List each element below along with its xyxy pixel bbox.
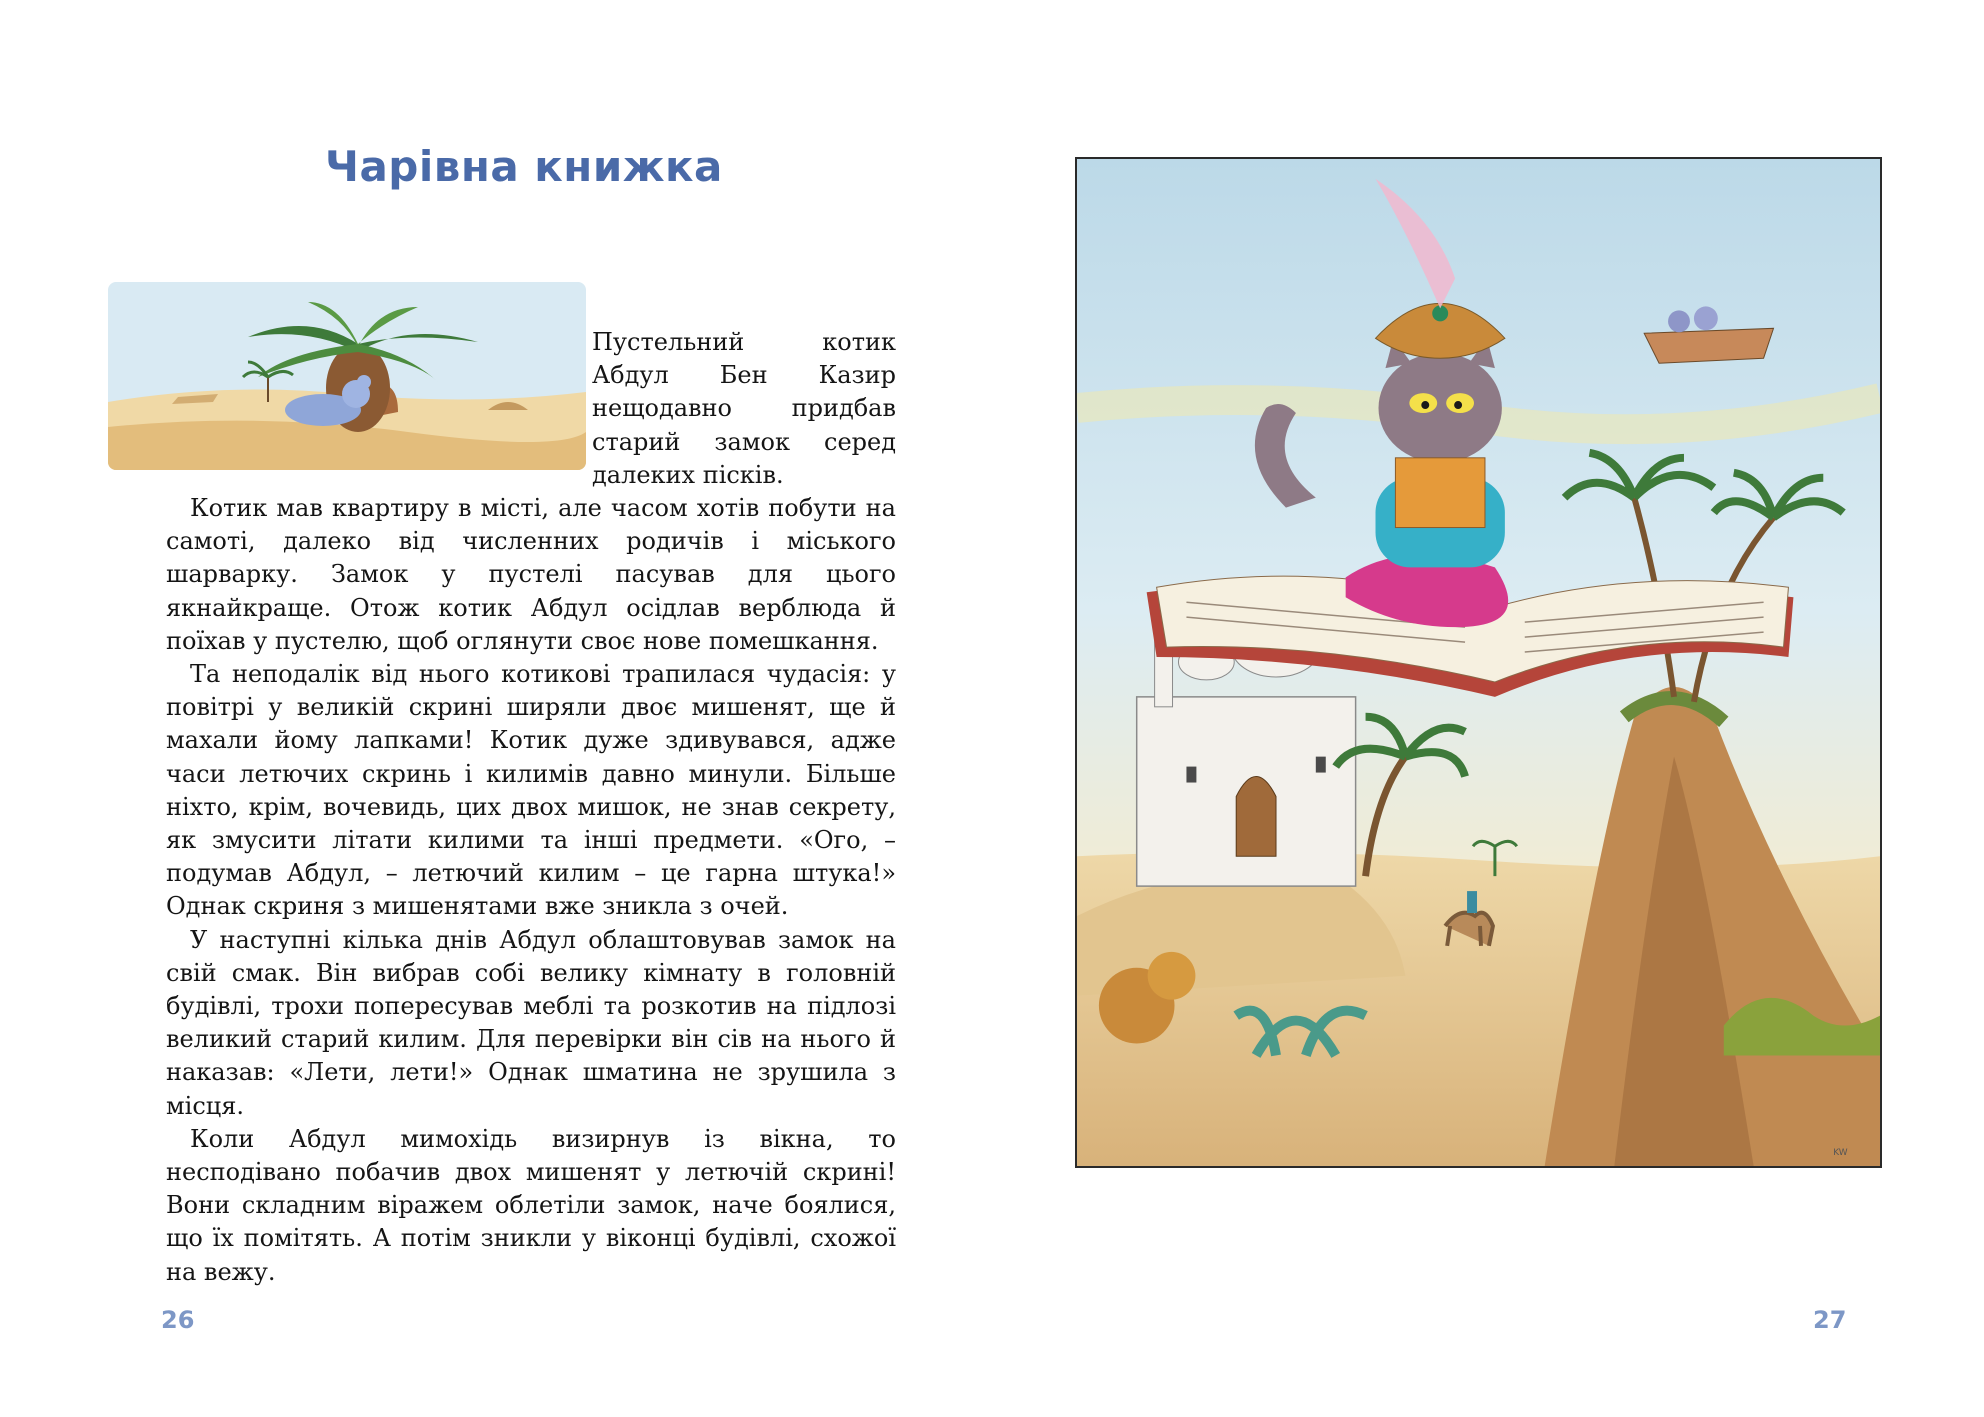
story-paragraph: У наступні кілька днів Абдул облаштовував замок на свій смак. Він вибрав собі велику кімнату в головній будівлі, трохи попересував меблі та розкотив на підлозі великий старий килим. Для перевірки він сів на нього й наказав: «Лети, лети!» Однак шматина не зрушила з місця. [166,925,896,1120]
story-paragraph: Котик мав квартиру в місті, але часом хотів побути на самоті, далеко від численних родичів і міського шарварку. Замок у пустелі пасував для цього якнайкраще. Отож котик Абдул осідлав верблюда й поїхав у пустелю, щоб оглянути своє нове помешкання. [166,494,896,655]
story-paragraph: Та неподалік від нього котикові трапилася чудасія: у повітрі у великій скрині ширяли двоє мишенят, ще й махали йому лапками! Котик дуже здивувався, адже часи летючих скринь і килимів давно минули. Більше ніхто, крім, вочевидь, цих двох мишок, не знав секрету, як змусити літати килими та інші предмети. «Ого, – подумав Абдул, – летючий килим – це гарна штука!» Однак скриня з мишенятами вже зникла з очей. [166,660,896,921]
illustration-drawing [1077,159,1880,1166]
chapter-title: Чарівна книжка [325,142,723,191]
page-number-right: 27 [1813,1306,1847,1334]
illustration-cat-on-flying-book [1075,157,1882,1168]
page-number-left: 26 [161,1306,195,1334]
story-text [166,326,896,1289]
intro-paragraph: Пустельний котик Абдул Бен Казир нещодавно придбав старий замок серед далеких пісків. [592,328,896,489]
artist-signature: KW [1833,1148,1848,1159]
story-paragraph: Коли Абдул мимохідь визирнув із вікна, то несподівано побачив двох мишенят у летючій скрині! Вони складним віражем облетіли замок, наче боялися, що їх помітять. А потім зникли у віконці будівлі, схожої на вежу. [166,1124,896,1286]
right-page [992,0,1984,1417]
